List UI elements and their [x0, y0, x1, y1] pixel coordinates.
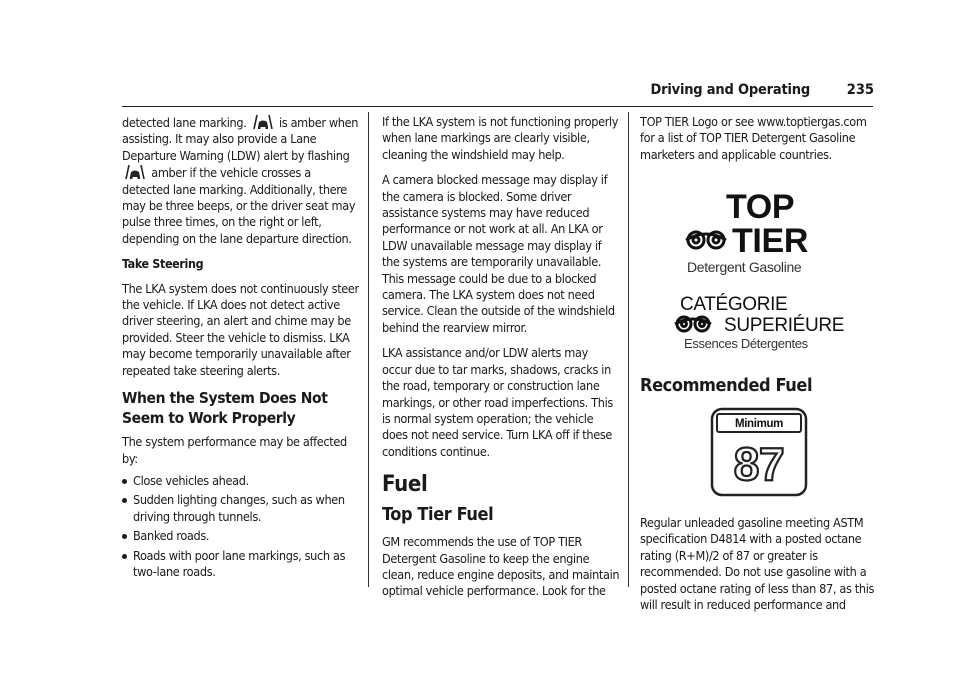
paragraph: Regular unleaded gasoline meeting ASTM specification D4814 with a posted octane rating (R+M)/2 of 87 or greater is recommended. Do not use gasoline with a posted octane rating of less than 87, as this will result in reduced performance and — [640, 515, 875, 613]
logo-categorie: CATÉGORIE — [680, 294, 788, 316]
conditions-list — [122, 473, 360, 580]
paragraph: If the LKA system is not functioning properly when lane markings are clearly visible, cleaning the windshield may help. — [382, 114, 619, 162]
top-tier-logo — [640, 182, 880, 352]
list-item: Sudden lighting changes, such as when driving through tunnels. — [122, 492, 360, 525]
intro-text: The system performance may be affected by: — [122, 434, 347, 466]
list-item: Close vehicles ahead. — [122, 473, 360, 489]
page-number: 235 — [846, 82, 874, 98]
lane-departure-icon — [124, 164, 146, 180]
octane-label: Minimum — [734, 417, 784, 430]
header-title: Driving and Operating — [650, 82, 810, 98]
list-item: Roads with poor lane markings, such as two-lane roads. — [122, 548, 360, 581]
paragraph: LKA assistance and/or LDW alerts may occur due to tar marks, shadows, cracks in the road, temporary or construction lane markings, or other road imperfections. This is normal system operation; the vehicle does not need service. Turn LKA off if these conditions continue. — [382, 345, 613, 459]
logo-tier: TIER — [732, 222, 809, 261]
lka-paragraph — [122, 114, 360, 247]
column-divider — [368, 112, 369, 587]
lane-keep-assist-icon — [252, 114, 274, 130]
octane-87-icon — [640, 405, 880, 501]
header-rule — [122, 106, 873, 107]
top-tier-title: Top Tier Fuel — [382, 504, 494, 526]
section-title: When the System Does Not Seem to Work Properly — [122, 389, 328, 428]
fuel-title: Fuel — [382, 472, 428, 498]
column-3 — [640, 114, 880, 622]
column-2 — [382, 114, 620, 609]
take-steering-title: Take Steering — [122, 256, 204, 272]
paragraph: A camera blocked message may display if the camera is blocked. Some driver assistance systems may have reduced performance or not work at all. An LKA or LDW unavailable message may display if the systems are temporarily unavailable. This message could be due to a blocked camera. The LKA system does not need service. Clean the outside of the windshield behind the rearview mirror. — [382, 172, 615, 335]
list-item: Banked roads. — [122, 528, 360, 544]
paragraph: TOP TIER Logo or see www.toptiergas.com for a list of TOP TIER Detergent Gasoline marketers and applicable countries. — [640, 114, 867, 162]
octane-value: 87 — [733, 437, 785, 490]
logo-superieure: SUPERIÉURE — [724, 315, 845, 337]
column-divider — [628, 112, 629, 587]
lka-text-a: detected lane marking. — [122, 115, 247, 130]
top-tier-swirl-icon — [686, 232, 726, 248]
column-1 — [122, 114, 360, 583]
page-header — [0, 82, 960, 104]
recommended-fuel-title: Recommended Fuel — [640, 374, 813, 396]
logo-essences: Essences Détergentes — [684, 336, 808, 352]
logo-detergent: Detergent Gasoline — [687, 259, 802, 276]
take-steering-text: The LKA system does not continuously steer the vehicle. If LKA does not detect active driver steering, an alert and chime may be provided. Steer the vehicle to dismiss. LKA may become temporarily unavailable after repeated take steering alerts. — [122, 280, 359, 378]
paragraph: GM recommends the use of TOP TIER Detergent Gasoline to keep the engine clean, reduce engine deposits, and maintain optimal vehicle performance. Look for the — [382, 534, 620, 599]
lka-text-b: is amber when assisting. It may also provide a Lane Departure Warning (LDW) alert by flashing — [122, 115, 359, 163]
lka-text-c: amber if the vehicle crosses a detected lane marking. Additionally, there may be three beeps, or the driver seat may pulse three times, on the right or left, depending on the lane departure direction. — [122, 165, 356, 246]
logo-top: TOP — [726, 188, 795, 227]
categorie-swirl-icon — [675, 317, 711, 331]
